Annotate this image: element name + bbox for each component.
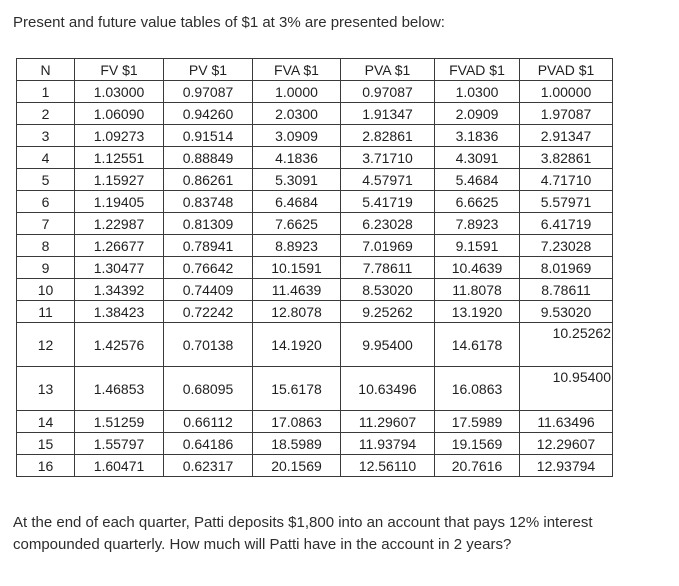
cell-pva: 6.23028 [341,213,435,235]
table-row [17,169,613,191]
cell-fv: 1.42576 [75,323,164,367]
cell-pv: 0.66112 [164,411,253,433]
cell-n: 11 [17,301,75,323]
cell-fva: 3.0909 [253,125,341,147]
cell-pvad: 4.71710 [520,169,613,191]
table-row [17,191,613,213]
cell-fv: 1.19405 [75,191,164,213]
cell-pv: 0.70138 [164,323,253,367]
table-row [17,235,613,257]
cell-pva: 10.63496 [341,367,435,411]
cell-pvad: 11.63496 [520,411,613,433]
cell-fvad: 6.6625 [435,191,520,213]
column-header-fva: FVA $1 [253,59,341,81]
cell-pvad: 8.78611 [520,279,613,301]
cell-pvad: 12.29607 [520,433,613,455]
cell-fva: 12.8078 [253,301,341,323]
cell-fva: 4.1836 [253,147,341,169]
cell-pv: 0.94260 [164,103,253,125]
cell-pva: 9.95400 [341,323,435,367]
cell-fv: 1.46853 [75,367,164,411]
cell-fvad: 2.0909 [435,103,520,125]
cell-n: 4 [17,147,75,169]
cell-fva: 10.1591 [253,257,341,279]
cell-n: 10 [17,279,75,301]
cell-pvad: 8.01969 [520,257,613,279]
cell-n: 14 [17,411,75,433]
cell-pva: 3.71710 [341,147,435,169]
cell-n: 16 [17,455,75,477]
cell-pvad: 2.91347 [520,125,613,147]
cell-pv: 0.76642 [164,257,253,279]
cell-fva: 7.6625 [253,213,341,235]
cell-n: 2 [17,103,75,125]
cell-pvad: 6.41719 [520,213,613,235]
cell-pva: 5.41719 [341,191,435,213]
cell-fvad: 10.4639 [435,257,520,279]
table-body [17,81,613,477]
cell-fva: 6.4684 [253,191,341,213]
table-header-row [17,59,613,81]
cell-fva: 1.0000 [253,81,341,103]
cell-fva: 2.0300 [253,103,341,125]
cell-fva: 15.6178 [253,367,341,411]
cell-value: 10.95400 [552,369,611,385]
cell-pvad: 1.97087 [520,103,613,125]
cell-pvad [520,323,613,367]
cell-fvad: 5.4684 [435,169,520,191]
table-row [17,257,613,279]
cell-pva: 1.91347 [341,103,435,125]
cell-fv: 1.03000 [75,81,164,103]
cell-fv: 1.51259 [75,411,164,433]
cell-pv: 0.83748 [164,191,253,213]
table-row [17,367,613,411]
cell-fv: 1.38423 [75,301,164,323]
cell-fva: 11.4639 [253,279,341,301]
cell-fvad: 14.6178 [435,323,520,367]
table-row [17,455,613,477]
cell-fvad: 9.1591 [435,235,520,257]
cell-pva: 11.29607 [341,411,435,433]
cell-pva: 0.97087 [341,81,435,103]
cell-n: 9 [17,257,75,279]
cell-pvad: 3.82861 [520,147,613,169]
cell-pv: 0.68095 [164,367,253,411]
cell-pv: 0.78941 [164,235,253,257]
cell-fv: 1.22987 [75,213,164,235]
cell-fva: 20.1569 [253,455,341,477]
cell-pv: 0.62317 [164,455,253,477]
cell-n: 1 [17,81,75,103]
cell-n: 6 [17,191,75,213]
cell-pvad: 7.23028 [520,235,613,257]
cell-pvad: 12.93794 [520,455,613,477]
table-row [17,433,613,455]
cell-fvad: 17.5989 [435,411,520,433]
cell-fva: 17.0863 [253,411,341,433]
cell-fv: 1.26677 [75,235,164,257]
cell-fva: 14.1920 [253,323,341,367]
column-header-fv: FV $1 [75,59,164,81]
table-row [17,279,613,301]
cell-n: 3 [17,125,75,147]
column-header-pvad: PVAD $1 [520,59,613,81]
cell-pvad: 9.53020 [520,301,613,323]
cell-value: 10.25262 [552,325,611,341]
cell-n: 7 [17,213,75,235]
cell-fvad: 19.1569 [435,433,520,455]
present-future-value-table [16,58,613,477]
intro-text: Present and future value tables of $1 at 3% are presented below: [13,14,445,31]
cell-fv: 1.34392 [75,279,164,301]
table-row [17,81,613,103]
cell-fv: 1.06090 [75,103,164,125]
cell-pv: 0.88849 [164,147,253,169]
table-row [17,411,613,433]
cell-pv: 0.86261 [164,169,253,191]
cell-fv: 1.12551 [75,147,164,169]
cell-n: 15 [17,433,75,455]
table-row [17,125,613,147]
cell-fvad: 1.0300 [435,81,520,103]
table-row [17,103,613,125]
cell-fvad: 7.8923 [435,213,520,235]
cell-pv: 0.91514 [164,125,253,147]
column-header-n: N [17,59,75,81]
cell-fva: 5.3091 [253,169,341,191]
cell-fv: 1.55797 [75,433,164,455]
cell-fv: 1.09273 [75,125,164,147]
cell-pva: 4.57971 [341,169,435,191]
table-row [17,147,613,169]
cell-fv: 1.60471 [75,455,164,477]
cell-pv: 0.81309 [164,213,253,235]
cell-fv: 1.30477 [75,257,164,279]
cell-fva: 8.8923 [253,235,341,257]
cell-pv: 0.72242 [164,301,253,323]
table-row [17,213,613,235]
cell-n: 12 [17,323,75,367]
cell-pva: 8.53020 [341,279,435,301]
table-row [17,301,613,323]
question-text: At the end of each quarter, Patti deposits $1,800 into an account that pays 12% interest compounded quarterly. How much will Patti have in the account in 2 years? [13,514,593,553]
cell-fvad: 20.7616 [435,455,520,477]
cell-pva: 7.78611 [341,257,435,279]
cell-pv: 0.64186 [164,433,253,455]
cell-pva: 11.93794 [341,433,435,455]
cell-pvad: 5.57971 [520,191,613,213]
cell-fv: 1.15927 [75,169,164,191]
cell-pva: 9.25262 [341,301,435,323]
table-row [17,323,613,367]
column-header-pva: PVA $1 [341,59,435,81]
cell-pv: 0.97087 [164,81,253,103]
cell-fva: 18.5989 [253,433,341,455]
column-header-pv: PV $1 [164,59,253,81]
cell-n: 5 [17,169,75,191]
cell-fvad: 13.1920 [435,301,520,323]
column-header-fvad: FVAD $1 [435,59,520,81]
cell-pva: 2.82861 [341,125,435,147]
cell-fvad: 4.3091 [435,147,520,169]
cell-fvad: 11.8078 [435,279,520,301]
cell-n: 13 [17,367,75,411]
cell-fvad: 16.0863 [435,367,520,411]
cell-pvad: 1.00000 [520,81,613,103]
cell-pva: 12.56110 [341,455,435,477]
cell-pva: 7.01969 [341,235,435,257]
cell-pv: 0.74409 [164,279,253,301]
cell-n: 8 [17,235,75,257]
cell-fvad: 3.1836 [435,125,520,147]
cell-pvad [520,367,613,411]
